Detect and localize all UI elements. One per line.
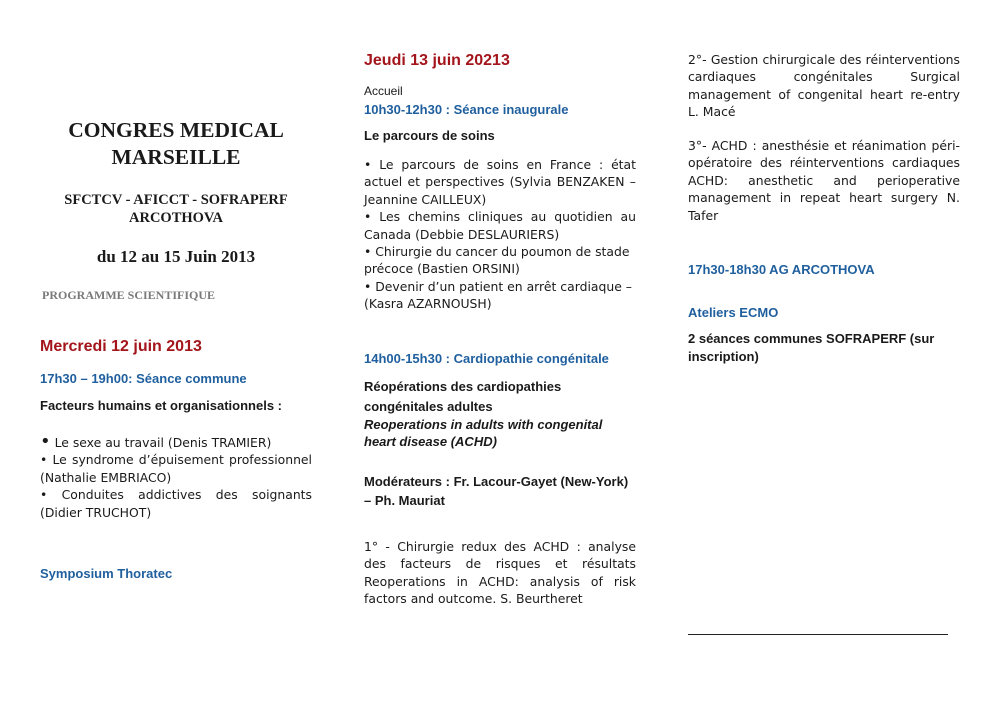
societies: [40, 191, 312, 227]
congress-dates: du 12 au 15 Juin 2013: [96, 247, 256, 266]
session-time: 14h00-15h30 : Cardiopathie congénitale: [364, 351, 609, 366]
divider: [688, 634, 948, 635]
societies-line1: SFCTCV - AFICCT - SOFRAPERF: [64, 192, 288, 208]
symposium-label: Symposium Thoratec: [40, 566, 173, 581]
ateliers-label: Ateliers ECMO: [688, 305, 779, 320]
session-time: 10h30-12h30 : Séance inaugurale: [364, 102, 569, 117]
programme-label: PROGRAMME SCIENTIFIQUE: [42, 288, 216, 302]
congress-title-line2: MARSEILLE: [111, 145, 241, 169]
bullet-item: • Les chemins cliniques au quotidien au Canada (Debbie DESLAURIERS): [364, 209, 636, 242]
moderators: Modérateurs : Fr. Lacour-Gayet (New-York) – Ph. Mauriat: [364, 474, 629, 508]
session-title: Le parcours de soins: [364, 128, 495, 143]
session-title-fr: Réopérations des cardiopathies congénitales adultes: [364, 379, 562, 414]
ecmo-sessions: 2 séances communes SOFRAPERF (sur inscription): [688, 331, 935, 364]
bullet-item: • Le parcours de soins en France : état actuel et perspectives (Sylvia BENZAKEN – Jeannine CAILLEUX): [364, 157, 636, 207]
talk-item: 1° - Chirurgie redux des ACHD : analyse des facteurs de risques et résultats Reoperations in ACHD: analysis of risk factors and outcome. S. Beurtheret: [364, 539, 636, 607]
talk-item: 3°- ACHD : anesthésie et réanimation péri-opératoire des réinterventions cardiaques ACHD: anesthetic and perioperative management in repeat heart surgery N. Tafer: [688, 138, 960, 223]
ag-session: 17h30-18h30 AG ARCOTHOVA: [688, 262, 875, 277]
session-time: 17h30 – 19h00: Séance commune: [40, 371, 247, 386]
congress-title-line1: CONGRES MEDICAL: [68, 118, 284, 142]
bullet-item: • Devenir d’un patient en arrêt cardiaque – (Kasra AZARNOUSH): [364, 278, 632, 312]
congress-title: [40, 117, 312, 171]
talk-item: 2°- Gestion chirurgicale des réinterventions cardiaques congénitales Surgical management of congenital heart re-entry L. Macé: [688, 52, 960, 120]
bullet-item: • Le syndrome d’épuisement professionnel (Nathalie EMBRIACO): [40, 452, 312, 485]
session-bullets: [40, 431, 312, 521]
session-bullets: [364, 156, 636, 313]
bullet-item: • Le sexe au travail (Denis TRAMIER): [40, 431, 272, 452]
day-heading-thursday: Jeudi 13 juin 20213: [364, 52, 510, 69]
day-heading-wednesday: Mercredi 12 juin 2013: [40, 338, 202, 355]
bullet-item: • Chirurgie du cancer du poumon de stade précoce (Bastien ORSINI): [364, 244, 630, 277]
bullet-item: • Conduites addictives des soignants (Didier TRUCHOT): [40, 487, 312, 520]
accueil-label: Accueil: [364, 84, 403, 98]
session-title: Facteurs humains et organisationnels :: [40, 398, 282, 413]
societies-line2: ARCOTHOVA: [129, 210, 223, 226]
session-title-en: Reoperations in adults with congenital heart disease (ACHD): [364, 417, 603, 449]
